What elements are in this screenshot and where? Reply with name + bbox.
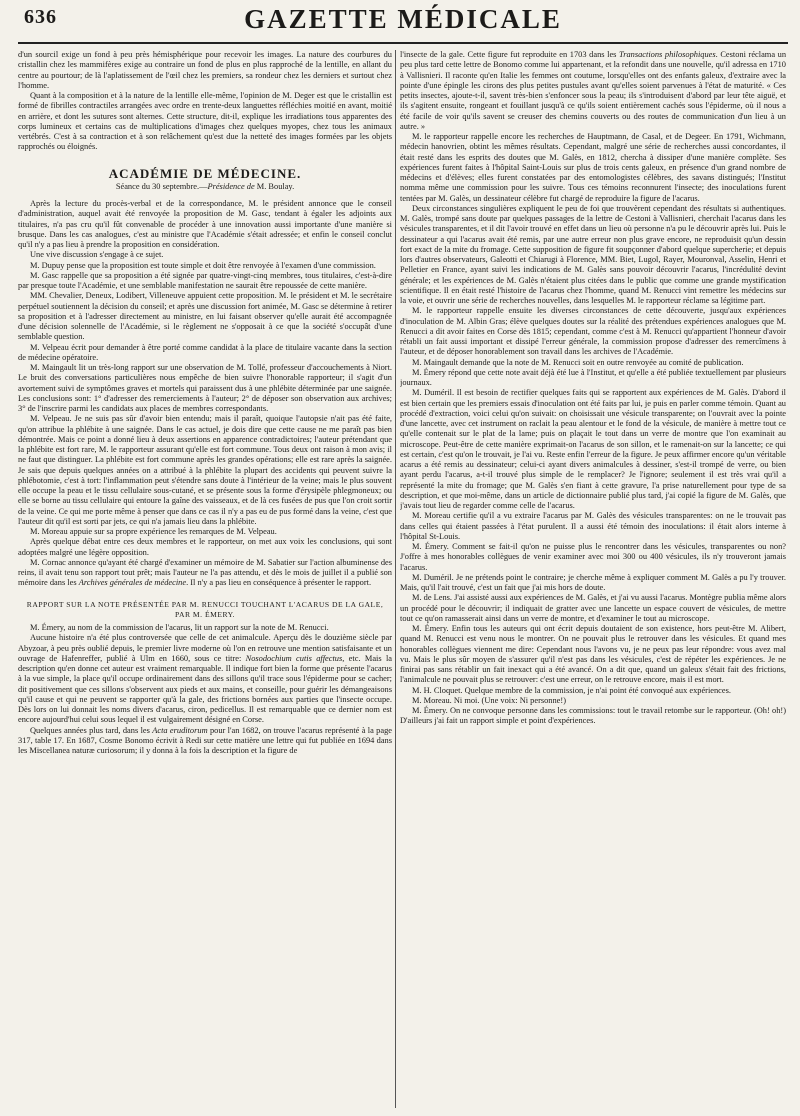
paragraph: Quant à la composition et à la nature de la lentille elle-même, l'opinion de M. Deger est que le cristallin est formé de fibrilles contractiles arrangées avec ordre en trente-deux languettes réfléchies moitié en avant, moitié en arrière, et dont les sutures sont alternes. Cette structure, dit-il, explique les irradiations tous apparentes des corps lumineux et certains cas de multiplications d'images chez quelques myopes, chez tous les animaux vertébrés. C'est à sa contraction et à son relâchement qu'est due la netteté des images formées par les objets rapprochés ou éloignés. [18, 91, 392, 152]
paragraph: M. le rapporteur rappelle ensuite les diverses circonstances de cette découverte, jusqu'aux expériences d'inoculation de M. Albin Gras; élève quelques doutes sur la réalité des prétendues expériences analogues que M. Renucci a dit avoir faites en Corse dès 1815; cependant, comme c'est à M. Renucci qu'appartient l'honneur d'avoir rétabli un fait aussi important et dissipé l'erreur générale, la commission propose d'adresser des remercîmens à l'auteur, et de déposer honorablement son travail dans les archives de l'Académie. [400, 306, 786, 357]
paragraph [18, 558, 392, 589]
paragraph: M. Dupuy pense que la proposition est toute simple et doit être renvoyée à l'examen d'une commission. [30, 260, 376, 270]
text-run: Quelques années plus tard, dans les [30, 725, 153, 735]
report-title: RAPPORT SUR LA NOTE PRÉSENTÉE PAR M. RENUCCI TOUCHANT L'ACARUS DE LA GALE, PAR M. ÉMERY. [26, 599, 384, 619]
paragraph [400, 50, 786, 132]
journal-title: GAZETTE MÉDICALE [244, 4, 562, 34]
paragraph [18, 633, 392, 725]
page-number: 636 [24, 6, 57, 28]
paragraph: Après quelque débat entre ces deux membres et le rapporteur, on met aux voix les conclusions, qui sont adoptées malgré une légère opposition. [18, 537, 392, 557]
italic-title: Acta eruditorum [152, 725, 208, 735]
paragraph: Une vive discussion s'engage à ce sujet. [30, 250, 164, 260]
text-run: , etc. Mais la description qu'en donne cet auteur est vraiment remarquable. Il indique fort bien la forme que présente l'acarus à la vue simple, la place qu'il occupe ordinairement dans des sillons qu'il trace sous l'épiderme pour se cacher; dit positivement que ces sillons s'observent aux pieds et aux mains, et conseille, pour guérir les démangeaisons qu'il cause et qui ne peuvent se rapporter qu'à la gale, des frictions bornées aux parties que l'insecte occupe. Dès lors on lui donnait les noms divers d'acarus, ciron, pedicellus. Il est remarquable que ce dernier nom est encore aujourd'hui celui sous lequel il est vulgairement désigné en Corse. [18, 653, 392, 725]
page-header [18, 4, 788, 44]
session-date: Séance du 30 septembre.— [115, 181, 208, 191]
text-run: pour l'an 1682, on trouve l'acarus représenté à la page 317, table 17. En 1687, Cosme Bonomo écrivit à Redi sur cette matière une lettre qui fut publiée en 1694 dans les Miscellanea naturæ curiosorum; il y donna à la fois la description et la figure de [18, 725, 392, 755]
italic-title: Archives générales de médecine [78, 578, 187, 588]
session-president-name: M. Boulay. [254, 181, 295, 191]
text-run: . Il n'y a pas lieu en conséquence à présenter le rapport. [186, 578, 372, 588]
italic-title: Transactions philosophiques [619, 50, 716, 59]
paragraph: M. Maingault lit un très-long rapport sur une observation de M. Tollé, professeur d'accouchements à Niort. Le bruit des conversations particulières nous empêche de bien suivre l'honorable rapporteur; il s'agit d'un avortement suivi de symptômes graves et mortels qui paraissent dus à une phlébite déterminée par une saignée. Les conclusions sont: 1° d'adresser des remerciements à l'auteur; 2° de déposer son observation aux archives; 3° de l'inscrire parmi les candidats aux places de membres correspondants. [18, 363, 392, 413]
paragraph: M. Émery. On ne convoque personne dans les commissions: tout le travail retombe sur le rapporteur. (Oh! oh!) D'ailleurs j'ai fait un rapport simple et point d'expériences. [400, 706, 786, 726]
paragraph: M. le rapporteur rappelle encore les recherches de Hauptmann, de Casal, et de Degeer. En 1791, Wichmann, médecin hanovrien, obtint les mêmes résultats. Cependant, malgré une série de recherches aussi concordantes, il était resté dans les esprits des doutes que M. Galès, en 1812, chercha à dissiper d'une manière complète. Ses expériences furent faites à l'hôpital Saint-Louis sur plus de trois cents galeux, en présence d'un grand nombre de médecins et d'élèves; elles furent constatées par des entomologistes célèbres, des savans distingués; l'Institut nomma même une commission pour les suivre. Tous ces témoins reconnurent l'insecte; des inoculations furent tentées par M. Galès, un dessinateur célèbre fut chargé de reproduire la figure de l'acarus. [400, 132, 786, 203]
paragraph: M. Moreau. Ni moi. (Une voix: Ni personne!) [412, 695, 566, 705]
paragraph: M. Moreau certifie qu'il a vu extraire l'acarus par M. Galès des vésicules transparentes: on ne le trouvait pas dans celles qui étaient passées à l'état purulent. Il a aussi été témoin des inoculations: il était alors interne à l'hôpital St-Louis. [400, 511, 786, 541]
text-run: M. Cornac annonce qu'ayant été chargé d'examiner un mémoire de M. Sabatier sur l'action albuminense des reins, il avait tenu son rapport tout prêt; mais l'auteur ne l'a pas attendu, et dès le mois de juillet il a publié son mémoire dans les [18, 557, 392, 588]
text-run: . Cestoni réclama un peu plus tard cette lettre de Bonomo comme lui appartenant, et la refondit dans une nouvelle, qu'il adressa en 1710 à Vallisnieri. Il raconte qu'en Italie les femmes ont coutume, lorsqu'elles ont des enfants galeux, d'extraire avec la pointe d'une épingle les cirons des plus petites pustules avant qu'elles soient parvenues à l'état de maturité. « Ces petits insectes, ajoute-t-il, savent très-bien s'enfoncer sous la peau; ils s'introduisent d'abord par leur tête aiguë, et ils s'agitent ensuite, rongeant et fouillant jusqu'à ce qu'ils soient entièrement cachés sous l'épiderme, où il nous a été facile de voir qu'ils savent se creuser des chemins couverts ou des routes de communication d'un lieu à un autre. » [400, 50, 786, 131]
session-president-label: Présidence de [207, 181, 255, 191]
right-column [400, 50, 786, 1110]
paragraph: Deux circonstances singulières expliquent le peu de foi que trouvèrent cependant des résultats si authentiques. M. Galès, trompé sans doute par quelques passages de la lettre de Cestoni à Vallisnieri, cherchait l'acarus dans les vésicules transparentes, et il dit l'avoir trouvé en effet dans un lieu où personne n'a pu le découvrir après lui. Puis le dessinateur a qui l'acarus avait été remis, par une autre erreur non plus grave encore, ne reproduisit qu'un dessin fort exact de la mite du fromage. Cette supposition de figure fit soupçonner d'abord quelque supercherie; et depuis lors d'autres observateurs, Galeotti et Chiarugi à Florence, MM. Biet, Lugol, Rayer, Mouronval, Asselin, Henri et Pelletier en France, ayant suivi les indications de M. Galès sans pouvoir découvrir l'acarus, l'incrédulité devint générale; et les expériences de M. Galès n'étaient plus citées dans le public que comme une grande mystification scientifique. Il en était resté l'histoire de l'acarus chez l'homme, quand M. Renucci vint remettre les médecins sur la voie, et ouvrir une série de recherches nouvelles, dans lesquelles M. le rapporteur réclame sa légitime part. [400, 203, 786, 305]
paragraph: M. Émery. Comment se fait-il qu'on ne puisse plus le rencontrer dans les vésicules, transparentes ou non? J'offre à mes honorables collègues de venir examiner avec moi 300 ou 400 vésicules, ils n'y trouveront jamais l'acarus. [400, 542, 786, 572]
text-run: Aucune histoire n'a été plus controversée que celle de cet animalcule. Aperçu dès le douzième siècle par Abyzoar, à peu près oublié depuis, le premier livre moderne où l'on en retrouve une mention satisfaisante et un ouvrage de Hafenreffer, publié à Ulm en 1660, sous ce titre: [18, 633, 392, 663]
paragraph: M. Émery répond que cette note avait déjà été lue à l'Institut, et qu'elle a été publiée textuellement par plusieurs journaux. [400, 367, 786, 387]
paragraph: M. Duméril. Je ne prétends point le contraire; je cherche même à expliquer comment M. Galès a pu l'y trouver. Mais, qu'il l'ait trouvé, c'est un fait que j'ai mis hors de doute. [400, 572, 786, 592]
paragraph: M. de Lens. J'ai assisté aussi aux expériences de M. Galès, et j'ai vu aussi l'acarus. Montègre publia même alors un procédé pour le découvrir; il indiquait de gratter avec une lancette un espace couvert de vésicules, de mettre tout ce qu'on ramasserait ainsi dans un verre de montre, et d'examiner le tout au microscope. [400, 593, 786, 623]
paragraph: M. Émery, au nom de la commission de l'acarus, lit un rapport sur la note de M. Renucci. [30, 623, 329, 632]
paragraph: M. Gasc rappelle que sa proposition a été signée par quatre-vingt-cinq membres, tous titulaires, c'est-à-dire par presque toute l'Académie, et une semblable manifestation ne saurait être repoussée de cette manière. [18, 270, 392, 290]
paragraph: M. Émery. Enfin tous les auteurs qui ont écrit depuis doutaient de son existence, hors peut-être M. Alibert, quand M. Renucci est venu nous le montrer. On ne pouvait plus le retrouver dans les vésicules. Et quand mes honorables collègues viennent me dire: Cependant nous l'avons vu, je ne peux pas leur répondre: vous avez mal vu. Mais le plus sûr moyen de s'assurer qu'il n'est pas dans les vésicules, c'est de répéter les expériences. Je ne finirai pas sans rétablir un fait inexact qui a été avancé. On a dit que, quand un galeux s'était fait des frictions, l'animalcule ne pouvait plus se retrouver: c'est une erreur, on le retrouve encore, mais il est mort. [400, 624, 786, 685]
text-run: l'insecte de la gale. Cette figure fut reproduite en 1703 dans les [400, 50, 620, 59]
column-divider [395, 50, 396, 1108]
paragraph: M. Moreau appuie sur sa propre expérience les remarques de M. Velpeau. [30, 527, 277, 536]
paragraph [18, 726, 392, 757]
paragraph: M. Maingault demande que la note de M. Renucci soit en outre renvoyée au comité de publication. [412, 357, 744, 367]
paragraph: M. Duméril. Il est besoin de rectifier quelques faits qui se rapportent aux expériences de M. Galès. D'abord il est bien certain que les premiers essais d'inoculation ont été faits par lui, je puis en parler comme témoin. Quant au procédé d'extraction, voici celui qu'on suivait: on choisissait une vésicule transparente; on l'ouvrait avec la pointe d'une lancette, avec cet instrument on raclait la peau alentour et le fond de la vésicule, de manière à mettre tout ce qu'elle contenait sur le plat de la lame; puis on plaçait le tout dans un verre de montre que l'on examinait au microscope. Peut-être de cette manière exprimait-on l'acarus de son sillon, et le ramenait-on sur la lancette; ce qui est certain, c'est qu'on le trouvait, je l'ai vu. Reste enfin l'erreur de la figure. Je peux affirmer encore qu'un véritable acarus a été remis au dessinateur; celui-ci ayant divers animalcules à dessiner, s'est-il trompé de verre, ou bien ayant perdu l'acarus, a-t-il trouvé plus simple de le remplacer? Je l'ignore; seulement il est très vrai qu'il a représenté la mite du fromage; que M. Galès s'en fiant à cette gravure, l'a prise naturellement pour type de sa description, et que moi-même, dans un article de dictionnaire publié plus tard, j'ai copié la figure de M. Galès, que j'avais tout lieu de regarder comme celle de l'acarus. [400, 388, 786, 510]
paragraph: Après la lecture du procès-verbal et de la correspondance, M. le président annonce que le conseil d'administration, auquel avait été renvoyée la proposition de M. Gasc, tendant à égaler les adjoints aux titulaires, n'a pas cru qu'il fût convenable de procéder à une innovation aussi importante d'une manière si brusque. Dans les cas analogues, c'est au ministre que l'Académie s'était adressée; et enfin le conseil conclut qu'il n'y a pas lieu à prendre la proposition en considération. [18, 199, 392, 249]
paragraph: M. H. Cloquet. Quelque membre de la commission, je n'ai point été convoqué aux expériences. [412, 685, 731, 695]
paragraph: d'un sourcil exige un fond à peu près hémisphérique pour recevoir les images. La nature des courbures du cristallin chez les mammifères exige au contraire un fond de plus en plus rapproché de la lentille, en allant du centre au pourtour; de là l'aplatissement de l'œil chez les premiers, sa rondeur chez les derniers et surtout chez l'homme. [18, 50, 392, 90]
italic-title: Nosodochium cutis affectus [245, 653, 343, 663]
paragraph: M. Velpeau écrit pour demander à être porté comme candidat à la place de titulaire vacante dans la section de médecine opératoire. [18, 342, 392, 362]
paragraph: MM. Chevalier, Deneux, Lodibert, Villeneuve appuient cette proposition. M. le président et M. le secrétaire perpétuel soutiennent la décision du conseil; et après une discussion fort animée, M. Gasc se détermine à retirer sa proposition et à l'adresser directement au ministre, en lui faisant observer qu'elle aurait été accompagnée d'une décision solennelle de l'Académie, si le règlement ne s'opposait à ce que la société s'occupât d'une semblable question. [18, 291, 392, 342]
left-column [18, 50, 392, 1110]
section-heading: ACADÉMIE DE MÉDECINE. [108, 165, 302, 181]
paragraph: M. Velpeau. Je ne suis pas sûr d'avoir bien entendu; mais il paraît, quoique l'autopsie n'ait pas été faite, qu'on attribue la phlébite à une saignée. Dans le cas actuel, je dois dire que cette cause ne me paraît pas bien démontrée. Mais ce point a donné lieu à deux assertions en apparence contradictoires; l'auteur prétendant que la phlébite est fort rare, M. le rapporteur assurant qu'elle est fort commune. Tous deux ont raison à mon avis; il ne faut que distinguer. La phlébite est fort commune après les grandes opérations; elle est rare après la saignée. Je sais que depuis quelques années on a attribué à la phlébite la plupart des accidents qui peuvent suivre la phlébotomie, c'est à tort: l'inflammation peut s'étendre sans doute à l'intérieur de la veine; mais le plus souvent elle occupe la peau et le tissu cellulaire sous-cutané, et se présente sous la forme d'érysipèle phlegmoneux; ou elle se borne au tissu cellulaire qui entoure la gaîne des vaisseaux, et de là ces fusées de pus que l'on croit sortir de la veine. Ce qui me porte même à penser que dans ce cas il n'y a pas eu de pus formé dans la veine, c'est que l'auteur dit qu'il est sorti par jets, ce qui n'a jamais lieu dans la phlébite. [18, 414, 392, 526]
session-line [18, 182, 392, 192]
